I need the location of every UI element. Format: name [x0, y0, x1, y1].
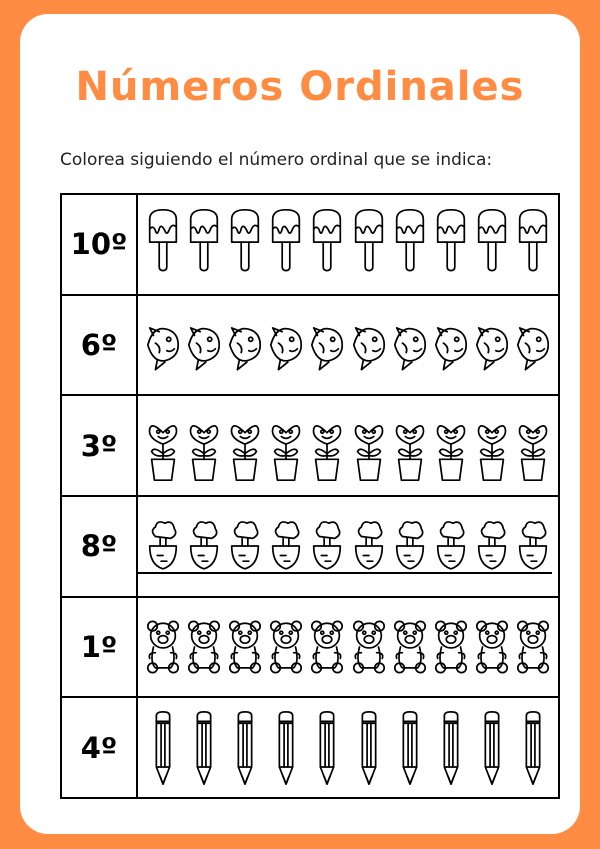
fish-icon — [144, 305, 182, 385]
teddy-bear-icon — [308, 607, 346, 687]
teddy-bear-icon — [432, 607, 470, 687]
carrot-icon — [514, 506, 552, 586]
popsicle-icon — [185, 204, 223, 284]
teddy-bear-icon — [350, 607, 388, 687]
teddy-bear-icon — [473, 607, 511, 687]
fish-icon — [391, 305, 429, 385]
fish-icon — [473, 305, 511, 385]
pencil-icon — [308, 708, 346, 788]
popsicle-icon — [144, 204, 182, 284]
item-strip — [138, 396, 558, 495]
table-row — [62, 598, 558, 699]
ordinal-label: 3º — [62, 396, 138, 495]
table-row — [62, 296, 558, 397]
popsicle-icon — [432, 204, 470, 284]
fish-icon — [350, 305, 388, 385]
teddy-bear-icon — [267, 607, 305, 687]
fish-icon — [514, 305, 552, 385]
carrot-icon — [350, 506, 388, 586]
ordinal-label: 10º — [62, 195, 138, 294]
teddy-bear-icon — [514, 607, 552, 687]
fish-icon — [267, 305, 305, 385]
popsicle-icon — [391, 204, 429, 284]
table-row — [62, 497, 558, 598]
teddy-bear-icon — [226, 607, 264, 687]
table-row — [62, 698, 558, 797]
pencil-icon — [432, 708, 470, 788]
pencil-icon — [350, 708, 388, 788]
ordinal-label: 6º — [62, 296, 138, 395]
ordinal-label: 1º — [62, 598, 138, 697]
carrot-icon — [432, 506, 470, 586]
pencil-icon — [473, 708, 511, 788]
ground-line — [136, 572, 552, 574]
item-strip — [138, 497, 558, 596]
popsicle-icon — [267, 204, 305, 284]
table-row — [62, 195, 558, 296]
carrot-icon — [473, 506, 511, 586]
carrot-icon — [226, 506, 264, 586]
fish-icon — [185, 305, 223, 385]
carrot-icon — [185, 506, 223, 586]
pencil-icon — [267, 708, 305, 788]
instruction-text: Colorea siguiendo el número ordinal que se indica: — [60, 150, 493, 170]
fish-icon — [432, 305, 470, 385]
carrot-icon — [144, 506, 182, 586]
flower-pot-icon — [350, 406, 388, 486]
worksheet-page — [20, 14, 580, 834]
ordinal-table — [60, 193, 560, 799]
table-row — [62, 396, 558, 497]
flower-pot-icon — [308, 406, 346, 486]
flower-pot-icon — [226, 406, 264, 486]
flower-pot-icon — [144, 406, 182, 486]
flower-pot-icon — [473, 406, 511, 486]
carrot-icon — [308, 506, 346, 586]
pencil-icon — [514, 708, 552, 788]
page-title: Números Ordinales — [75, 64, 525, 110]
item-strip — [138, 296, 558, 395]
flower-pot-icon — [391, 406, 429, 486]
item-strip — [138, 698, 558, 797]
ordinal-label: 4º — [62, 698, 138, 797]
pencil-icon — [144, 708, 182, 788]
flower-pot-icon — [185, 406, 223, 486]
teddy-bear-icon — [185, 607, 223, 687]
flower-pot-icon — [267, 406, 305, 486]
popsicle-icon — [350, 204, 388, 284]
fish-icon — [226, 305, 264, 385]
flower-pot-icon — [514, 406, 552, 486]
fish-icon — [308, 305, 346, 385]
pencil-icon — [185, 708, 223, 788]
teddy-bear-icon — [391, 607, 429, 687]
popsicle-icon — [226, 204, 264, 284]
carrot-icon — [267, 506, 305, 586]
popsicle-icon — [514, 204, 552, 284]
pencil-icon — [226, 708, 264, 788]
item-strip — [138, 598, 558, 697]
item-strip — [138, 195, 558, 294]
ordinal-label: 8º — [62, 497, 138, 596]
carrot-icon — [391, 506, 429, 586]
teddy-bear-icon — [144, 607, 182, 687]
flower-pot-icon — [432, 406, 470, 486]
popsicle-icon — [308, 204, 346, 284]
popsicle-icon — [473, 204, 511, 284]
pencil-icon — [391, 708, 429, 788]
